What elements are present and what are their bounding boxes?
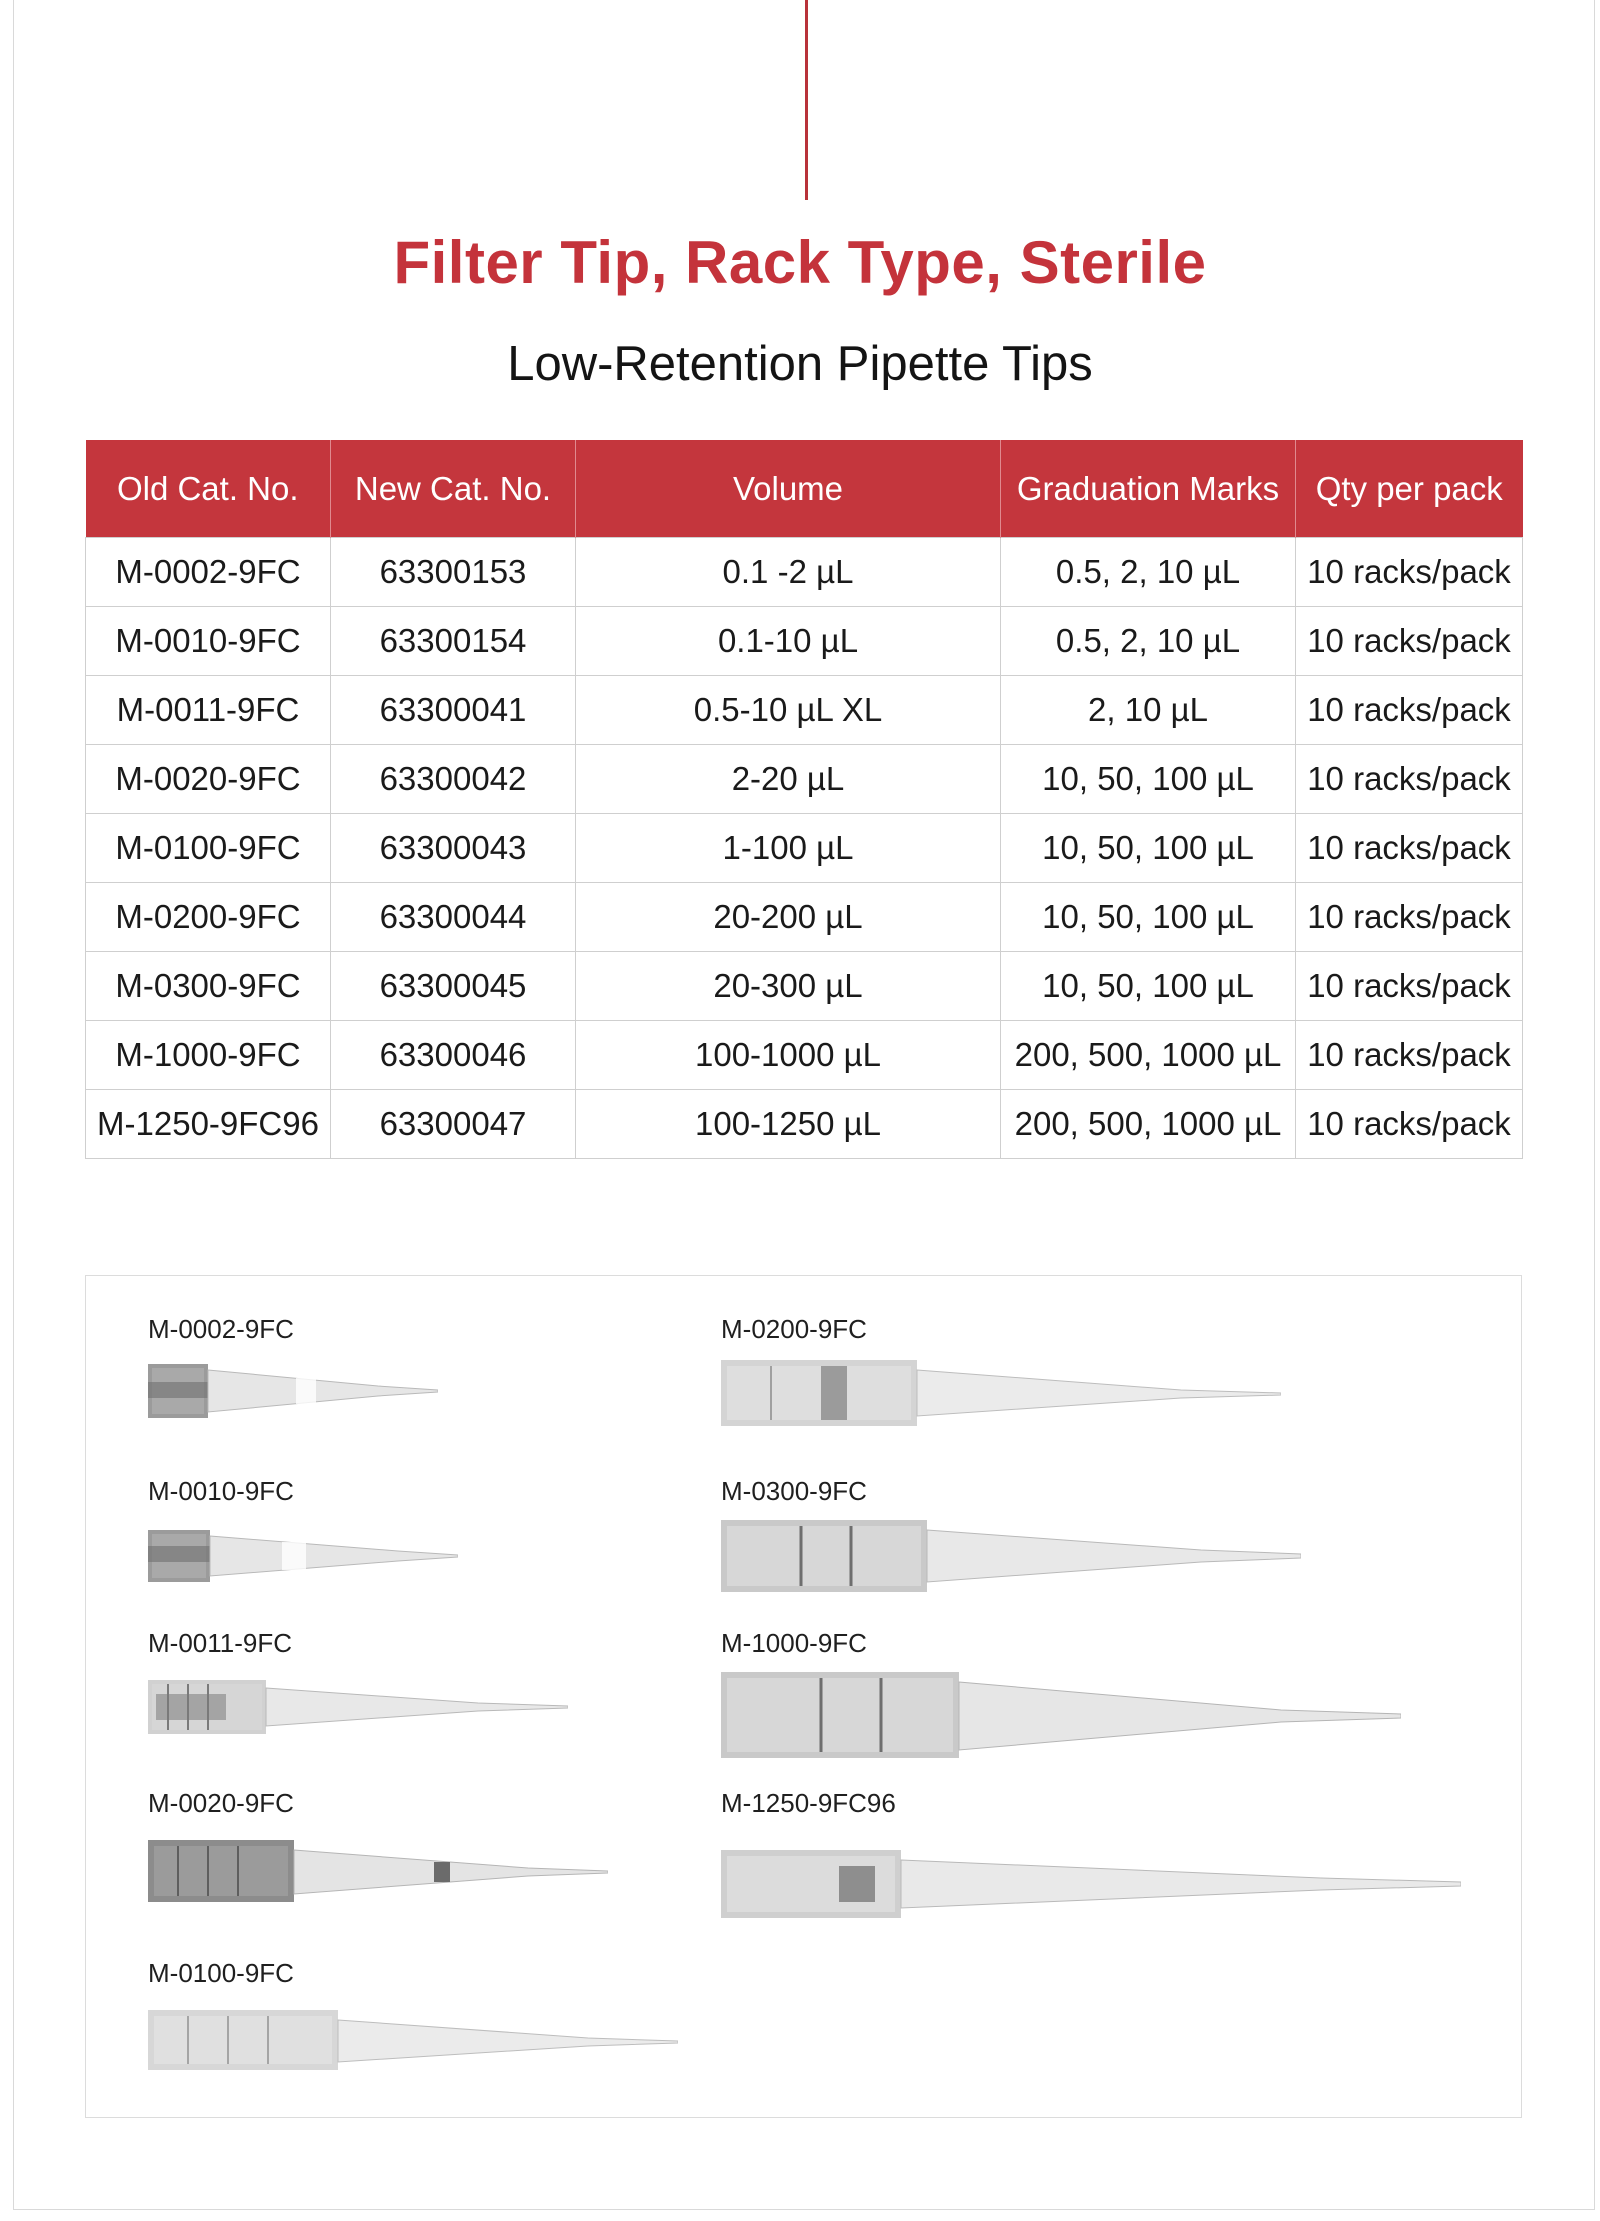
tip-label-m-0020: M-0020-9FC	[148, 1788, 294, 1818]
table-header-row	[86, 440, 1523, 538]
cell-old-cat-no: M-0100-9FC	[86, 814, 331, 883]
tip-label-m-1000: M-1000-9FC	[721, 1628, 867, 1658]
spec-table	[85, 440, 1523, 1159]
table-row	[86, 745, 1523, 814]
cell-qty-per-pack: 10 racks/pack	[1296, 814, 1523, 883]
pipette-tip-image-m-0100	[148, 2006, 678, 2076]
top-accent-line	[805, 0, 808, 200]
cell-qty-per-pack: 10 racks/pack	[1296, 538, 1523, 607]
cell-graduation-marks: 10, 50, 100 µL	[1001, 745, 1296, 814]
cell-graduation-marks: 0.5, 2, 10 µL	[1001, 538, 1296, 607]
cell-volume: 20-200 µL	[576, 883, 1001, 952]
cell-old-cat-no: M-1000-9FC	[86, 1021, 331, 1090]
cell-new-cat-no: 63300046	[331, 1021, 576, 1090]
tip-label-m-1250: M-1250-9FC96	[721, 1788, 896, 1818]
cell-new-cat-no: 63300047	[331, 1090, 576, 1159]
tip-label-m-0200: M-0200-9FC	[721, 1314, 867, 1344]
pipette-tip-image-m-0010	[148, 1524, 458, 1588]
header-qty-per-pack: Qty per pack	[1296, 440, 1523, 538]
tip-label-m-0300: M-0300-9FC	[721, 1476, 867, 1506]
pipette-tip-image-m-1000	[721, 1666, 1401, 1766]
cell-graduation-marks: 0.5, 2, 10 µL	[1001, 607, 1296, 676]
cell-new-cat-no: 63300044	[331, 883, 576, 952]
cell-old-cat-no: M-0300-9FC	[86, 952, 331, 1021]
table-row	[86, 1021, 1523, 1090]
cell-volume: 100-1250 µL	[576, 1090, 1001, 1159]
cell-volume: 0.1 -2 µL	[576, 538, 1001, 607]
cell-graduation-marks: 10, 50, 100 µL	[1001, 814, 1296, 883]
header-new-cat-no: New Cat. No.	[331, 440, 576, 538]
table-row	[86, 1090, 1523, 1159]
cell-old-cat-no: M-1250-9FC96	[86, 1090, 331, 1159]
cell-volume: 100-1000 µL	[576, 1021, 1001, 1090]
cell-new-cat-no: 63300045	[331, 952, 576, 1021]
cell-qty-per-pack: 10 racks/pack	[1296, 1090, 1523, 1159]
table-row	[86, 538, 1523, 607]
cell-graduation-marks: 10, 50, 100 µL	[1001, 952, 1296, 1021]
cell-qty-per-pack: 10 racks/pack	[1296, 952, 1523, 1021]
pipette-tip-image-m-0011	[148, 1676, 568, 1738]
cell-qty-per-pack: 10 racks/pack	[1296, 1021, 1523, 1090]
cell-volume: 0.5-10 µL XL	[576, 676, 1001, 745]
cell-volume: 1-100 µL	[576, 814, 1001, 883]
cell-new-cat-no: 63300041	[331, 676, 576, 745]
tip-label-m-0010: M-0010-9FC	[148, 1476, 294, 1506]
cell-graduation-marks: 2, 10 µL	[1001, 676, 1296, 745]
pipette-tip-image-m-0300	[721, 1516, 1301, 1596]
cell-graduation-marks: 200, 500, 1000 µL	[1001, 1090, 1296, 1159]
cell-new-cat-no: 63300042	[331, 745, 576, 814]
cell-new-cat-no: 63300154	[331, 607, 576, 676]
cell-volume: 0.1-10 µL	[576, 607, 1001, 676]
page-subtitle: Low-Retention Pipette Tips	[507, 337, 1093, 391]
pipette-tip-gallery	[85, 1275, 1522, 2118]
pipette-tip-image-m-1250	[721, 1844, 1461, 1924]
tip-label-m-0100: M-0100-9FC	[148, 1958, 294, 1988]
pipette-tip-image-m-0002	[148, 1358, 438, 1424]
table-row	[86, 883, 1523, 952]
page-title: Filter Tip, Rack Type, Sterile	[393, 229, 1207, 296]
tip-label-m-0002: M-0002-9FC	[148, 1314, 294, 1344]
header-graduation-marks: Graduation Marks	[1001, 440, 1296, 538]
table-row	[86, 676, 1523, 745]
cell-qty-per-pack: 10 racks/pack	[1296, 745, 1523, 814]
cell-qty-per-pack: 10 racks/pack	[1296, 676, 1523, 745]
table-row	[86, 607, 1523, 676]
cell-old-cat-no: M-0020-9FC	[86, 745, 331, 814]
pipette-tip-image-m-0020	[148, 1836, 608, 1908]
cell-volume: 2-20 µL	[576, 745, 1001, 814]
cell-qty-per-pack: 10 racks/pack	[1296, 607, 1523, 676]
table-row	[86, 952, 1523, 1021]
header-volume: Volume	[576, 440, 1001, 538]
cell-graduation-marks: 10, 50, 100 µL	[1001, 883, 1296, 952]
cell-old-cat-no: M-0011-9FC	[86, 676, 331, 745]
cell-volume: 20-300 µL	[576, 952, 1001, 1021]
cell-new-cat-no: 63300153	[331, 538, 576, 607]
header-old-cat-no: Old Cat. No.	[86, 440, 331, 538]
cell-old-cat-no: M-0002-9FC	[86, 538, 331, 607]
cell-old-cat-no: M-0200-9FC	[86, 883, 331, 952]
cell-graduation-marks: 200, 500, 1000 µL	[1001, 1021, 1296, 1090]
table-row	[86, 814, 1523, 883]
cell-new-cat-no: 63300043	[331, 814, 576, 883]
cell-qty-per-pack: 10 racks/pack	[1296, 883, 1523, 952]
cell-old-cat-no: M-0010-9FC	[86, 607, 331, 676]
tip-label-m-0011: M-0011-9FC	[148, 1628, 293, 1658]
pipette-tip-image-m-0200	[721, 1354, 1281, 1434]
